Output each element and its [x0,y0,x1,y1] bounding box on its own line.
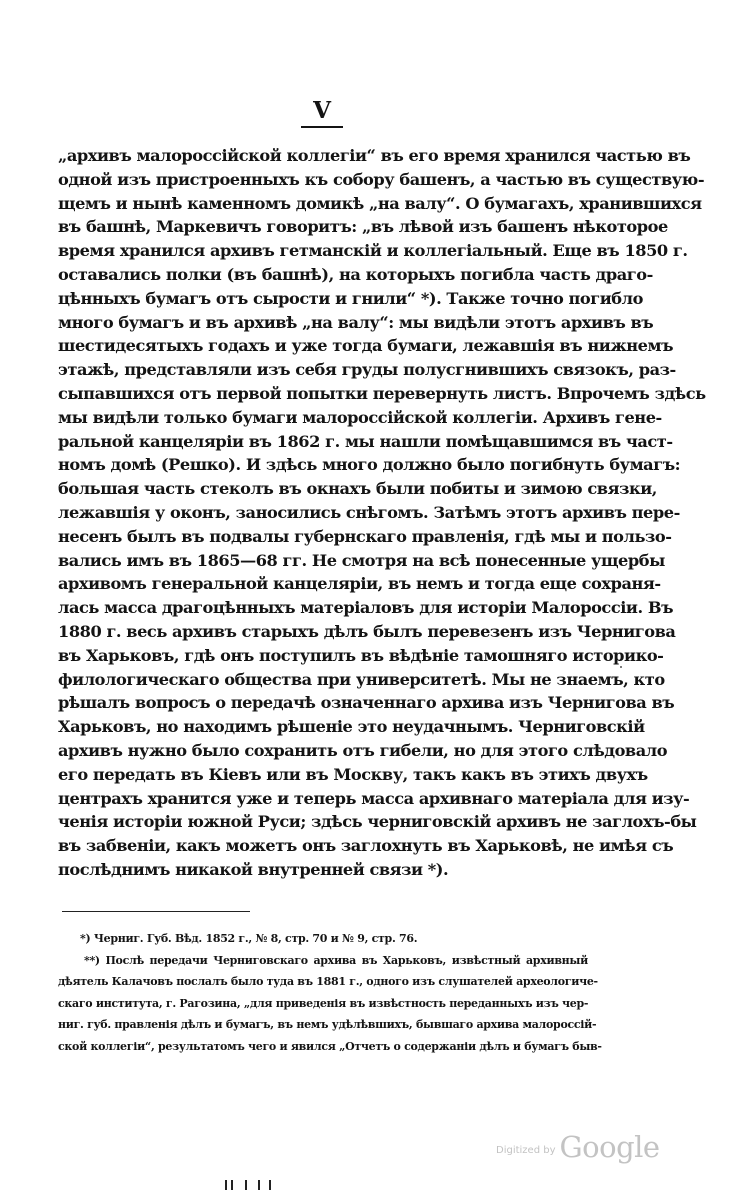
body-line: послѣднимъ никакой внутренней связи *). [58,859,449,879]
footnote-line: *) Черниг. Губ. Вѣд. 1852 г., № 8, стр. 70 и № 9, стр. 76. [80,932,418,945]
body-line: сыпавшихся отъ первой попытки перевернуть листъ. Впрочемъ здѣсь [58,383,706,403]
body-line: Харьковъ, но находимъ рѣшеніе это неудачнымъ. Черниговскій [58,717,645,737]
body-line: архивъ нужно было сохранить отъ гибели, но для этого слѣдовало [58,740,668,760]
body-line: лась масса драгоцѣнныхъ матеріаловъ для исторіи Малороссіи. Въ [58,598,674,618]
body-line: филологическаго общества при университетѣ. Мы не знаемъ, кто [58,669,665,689]
body-line: „архивъ малороссійской коллегіи“ въ его время хранился частью въ [58,146,691,165]
watermark-brand: Google [559,1130,660,1164]
body-line: несенъ былъ въ подвалы губернскаго правленія, гдѣ мы и пользо- [58,526,672,546]
body-line: номъ домѣ (Решко). И здѣсь много должно было погибнуть бумагъ: [58,455,681,475]
body-line: большая часть стеколъ въ окнахъ были побиты и зимою связки, [58,479,657,499]
body-line: оставались полки (въ башнѣ), на которыхъ погибла часть драго- [58,264,653,284]
body-line: его передать въ Кіевъ или въ Москву, такъ какъ въ этихъ двухъ [58,764,648,784]
body-line: рѣшалъ вопросъ о передачѣ означеннаго архива изъ Чернигова въ [58,693,675,713]
body-line: много бумагъ и въ архивѣ „на валу“: мы видѣли этотъ архивъ въ [58,312,654,332]
footnote-line: скаго института, г. Рагозина, „для приведенія въ извѣстность переданныхъ изъ чер- [58,996,589,1010]
body-line: лежавшія у оконъ, заносились снѣгомъ. Затѣмъ этотъ архивъ пере- [58,502,680,522]
body-line: время хранился архивъ гетманскій и коллегіальный. Еще въ 1850 г. [58,241,688,261]
watermark-prefix: Digitized by [496,1145,556,1156]
footnotes [58,928,602,1057]
body-text [58,144,706,882]
body-line: этажѣ, представляли изъ себя груды полусгнившихъ связокъ, раз- [58,360,676,380]
scan-edge-marks [225,1180,275,1190]
footnote-line: дѣятель Калачовъ послалъ было туда въ 1881 г., одного изъ слушателей археологиче- [58,975,598,988]
body-line: въ башнѣ, Маркевичъ говоритъ: „въ лѣвой изъ башенъ нѣкоторое [58,217,668,237]
body-line: ральной канцеляріи въ 1862 г. мы нашли помѣщавшимся въ част- [58,431,673,451]
body-line: въ забвеніи, какъ можетъ онъ заглохнуть въ Харьковѣ, не имѣя съ [58,836,674,856]
body-line: центрахъ хранится уже и теперь масса архивнаго матеріала для изу- [58,788,690,808]
footnote-line: ской коллегіи“, результатомъ чего и явился „Отчетъ о содержаніи дѣлъ и бумагъ быв- [58,1039,602,1053]
body-line: въ Харьковъ, гдѣ онъ поступилъ въ вѣдѣніе тамошняго историко- [58,645,664,665]
body-line: одной изъ пристроенныхъ къ собору башенъ, а частью въ существую- [58,169,705,189]
digitized-watermark [496,1130,660,1164]
footnote-divider [62,911,250,912]
body-line: шестидесятыхъ годахъ и уже тогда бумаги, лежавшія въ нижнемъ [58,336,674,356]
body-line: цѣнныхъ бумагъ отъ сырости и гнили“ *). Также точно погибло [58,288,643,308]
footnote-line: ниг. губ. правленія дѣлъ и бумагъ, въ немъ удѣлѣвшихъ, бывшаго архива малороссій- [58,1018,597,1031]
body-line: архивомъ генеральной канцеляріи, въ немъ и тогда еще сохраня- [58,574,661,594]
footnote-line: **) Послѣ передачи Черниговскаго архива въ Харьковъ, извѣстный архивный [84,953,588,967]
body-line: 1880 г. весь архивъ старыхъ дѣлъ былъ перевезенъ изъ Чернигова [58,621,676,641]
body-line: вались имъ въ 1865—68 гг. Не смотря на всѣ понесенные ущербы [58,550,665,570]
body-line: ченія исторіи южной Руси; здѣсь черниговскій архивъ не заглохъ-бы [58,812,697,832]
page-number: V [301,98,343,128]
scan-speck [620,666,622,668]
body-line: мы видѣли только бумаги малороссійской коллегіи. Архивъ гене- [58,407,662,427]
body-line: щемъ и нынѣ каменномъ домикѣ „на валу“. О бумагахъ, хранившихся [58,193,702,213]
